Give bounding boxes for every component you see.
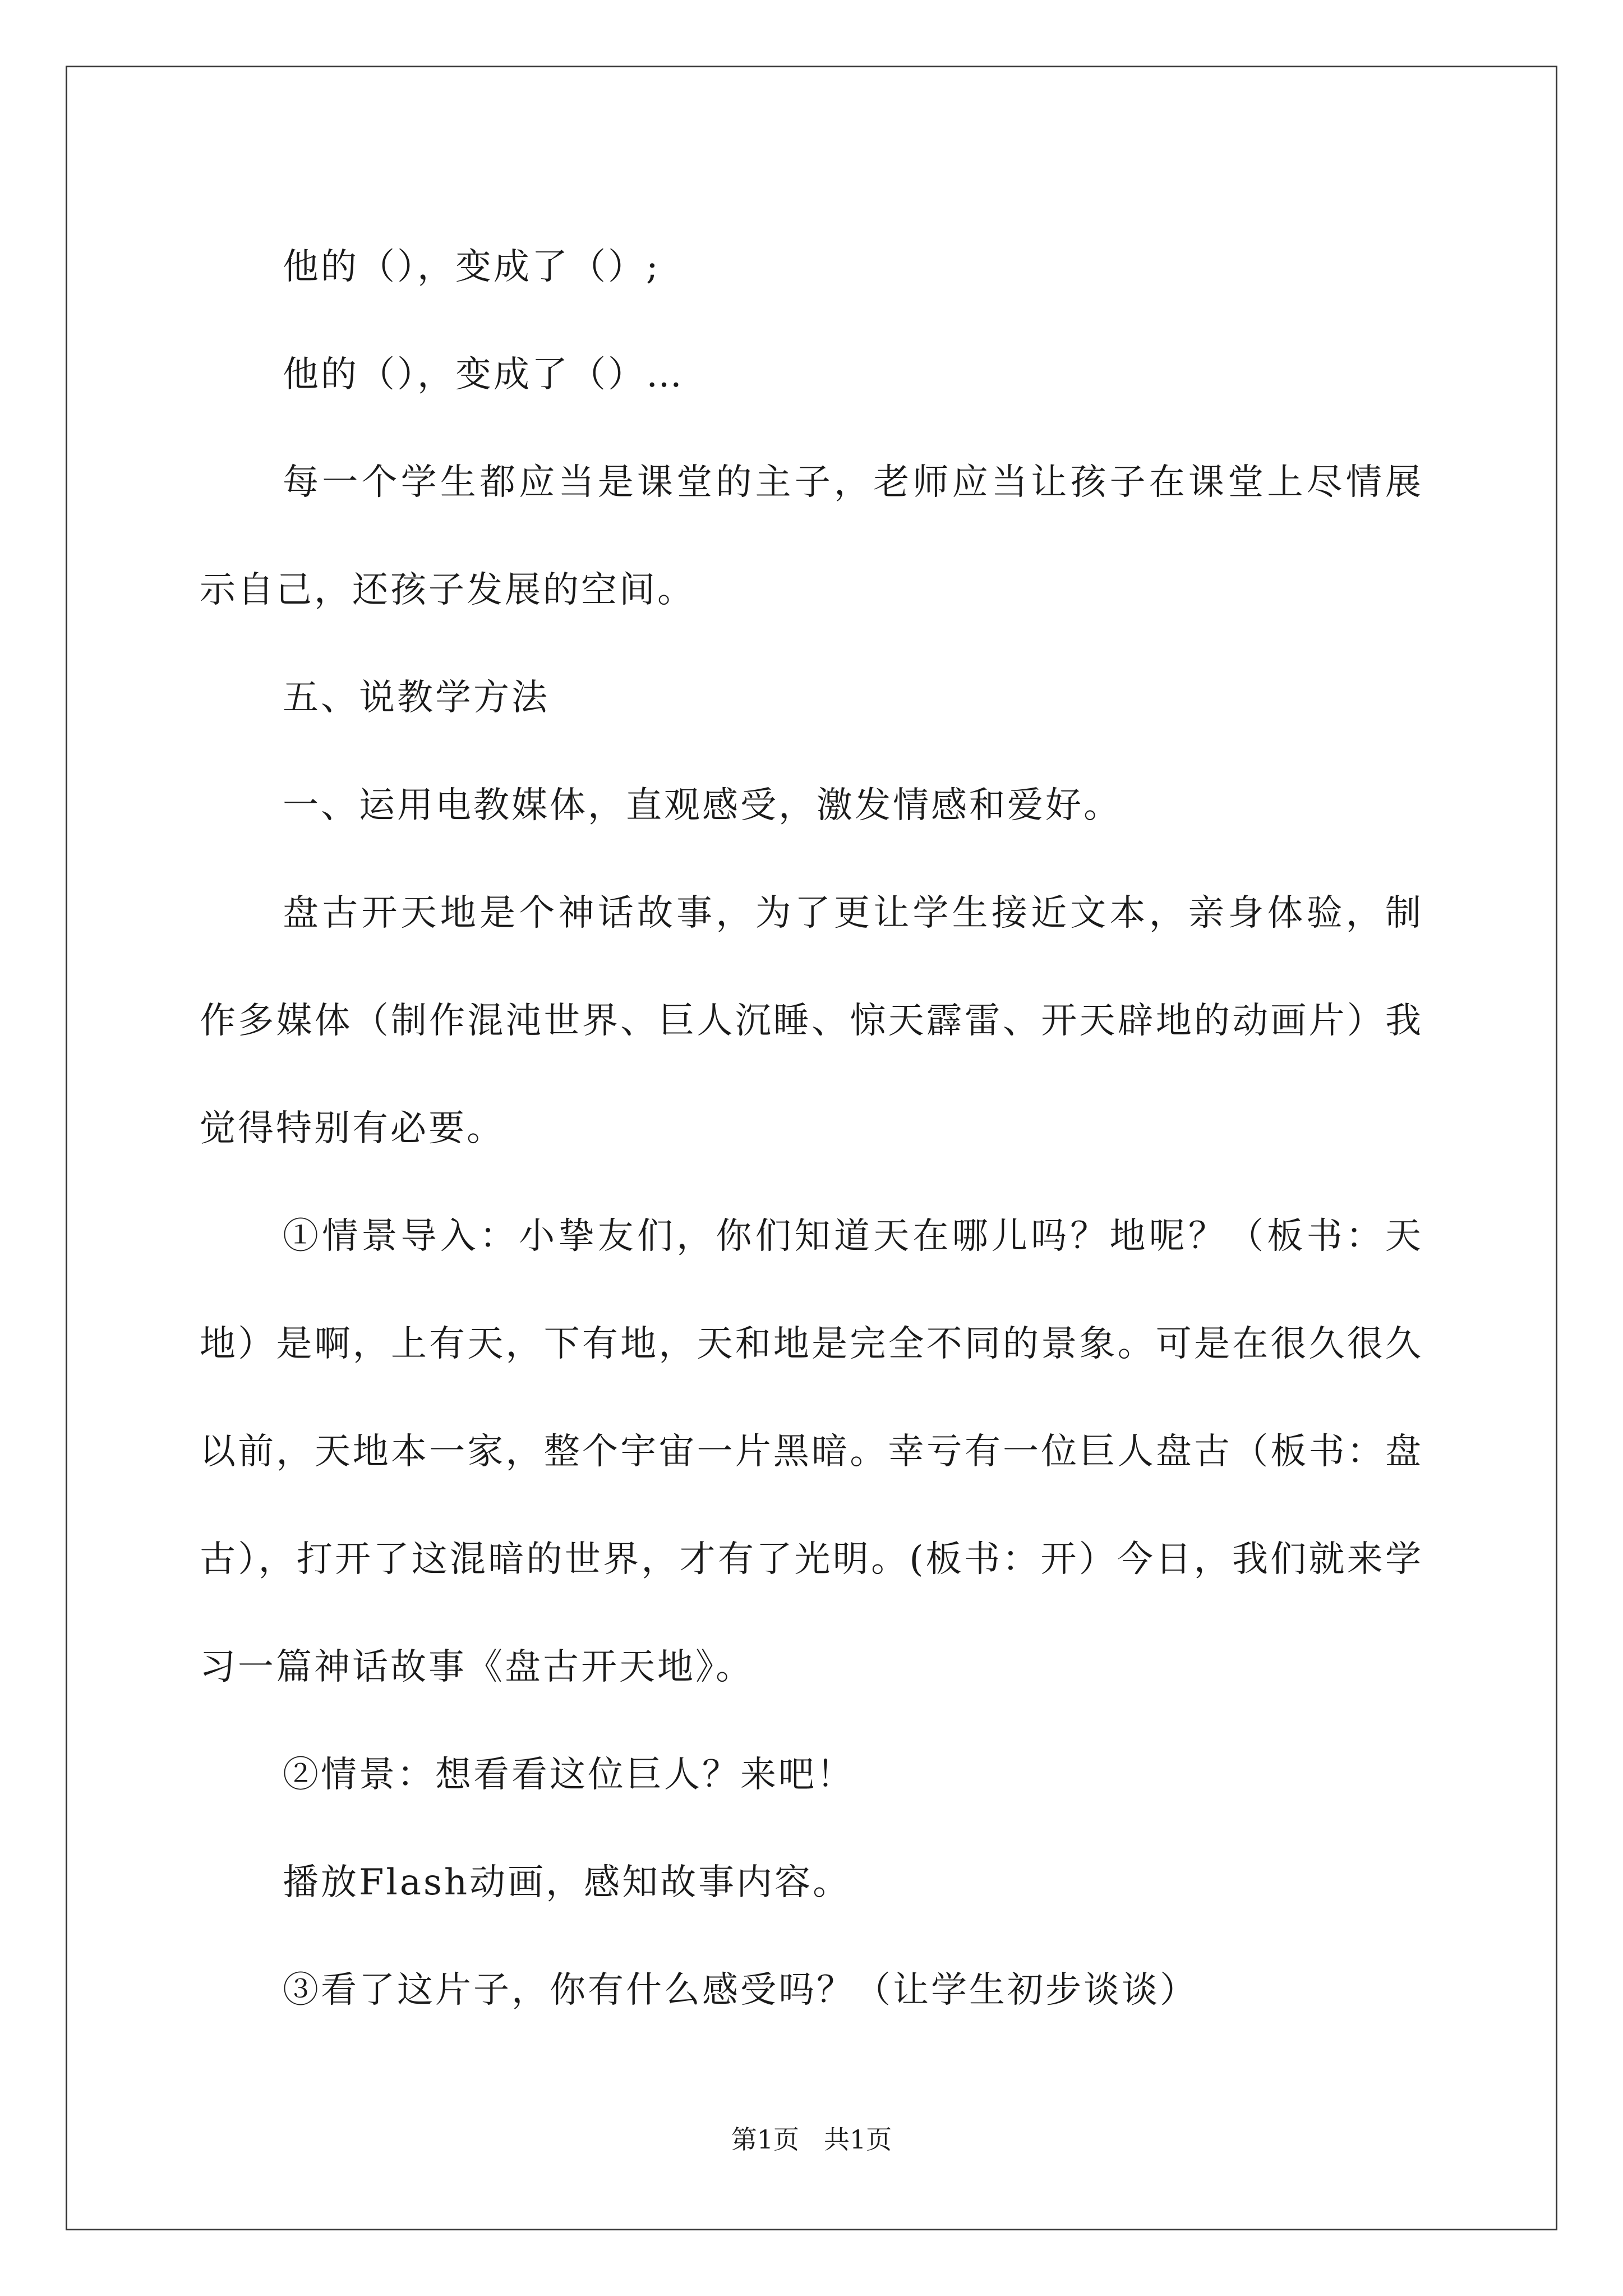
paragraph: ③看了这片子，你有什么感受吗？（让学生初步谈谈）	[283, 1970, 1198, 2011]
subsection-heading: 一、运用电教媒体，直观感受，激发情感和爱好。	[283, 785, 1122, 826]
footer-spacer	[799, 2124, 824, 2155]
paragraph: 他的（），变成了（）…	[283, 354, 684, 395]
paragraph: 每一个学生都应当是课堂的主子，老师应当让孩子在课堂上尽情展示自己，还孩子发展的空间。	[200, 462, 1423, 611]
page-number: 第1页	[731, 2124, 800, 2155]
page-footer	[0, 2123, 1623, 2156]
paragraph: 盘古开天地是个神话故事，为了更让学生接近文本，亲身体验，制作多媒体（制作混沌世界、巨人沉睡、惊天霹雷、开天辟地的动画片）我觉得特别有必要。	[200, 892, 1423, 1149]
paragraph: 他的（），变成了（）;	[283, 246, 661, 288]
section-heading: 五、说教学方法	[283, 677, 550, 719]
page-total: 共1页	[823, 2124, 892, 2155]
paragraph: 播放Flash动画，感知故事内容。	[283, 1862, 851, 1903]
paragraph: ①情景导入：小挚友们，你们知道天在哪儿吗？地呢？（板书：天地）是啊，上有天，下有地，天和地是完全不同的景象。可是在很久很久以前，天地本一家，整个宇宙一片黑暗。幸亏有一位巨人盘古（板书：盘古），打开了这混暗的世界，才有了光明。(板书：开）今日，我们就来学习一篇神话故事《盘古开天地》。	[200, 1216, 1423, 1688]
paragraph: ②情景：想看看这位巨人？来吧！	[283, 1754, 855, 1796]
document-body	[200, 213, 1423, 2044]
